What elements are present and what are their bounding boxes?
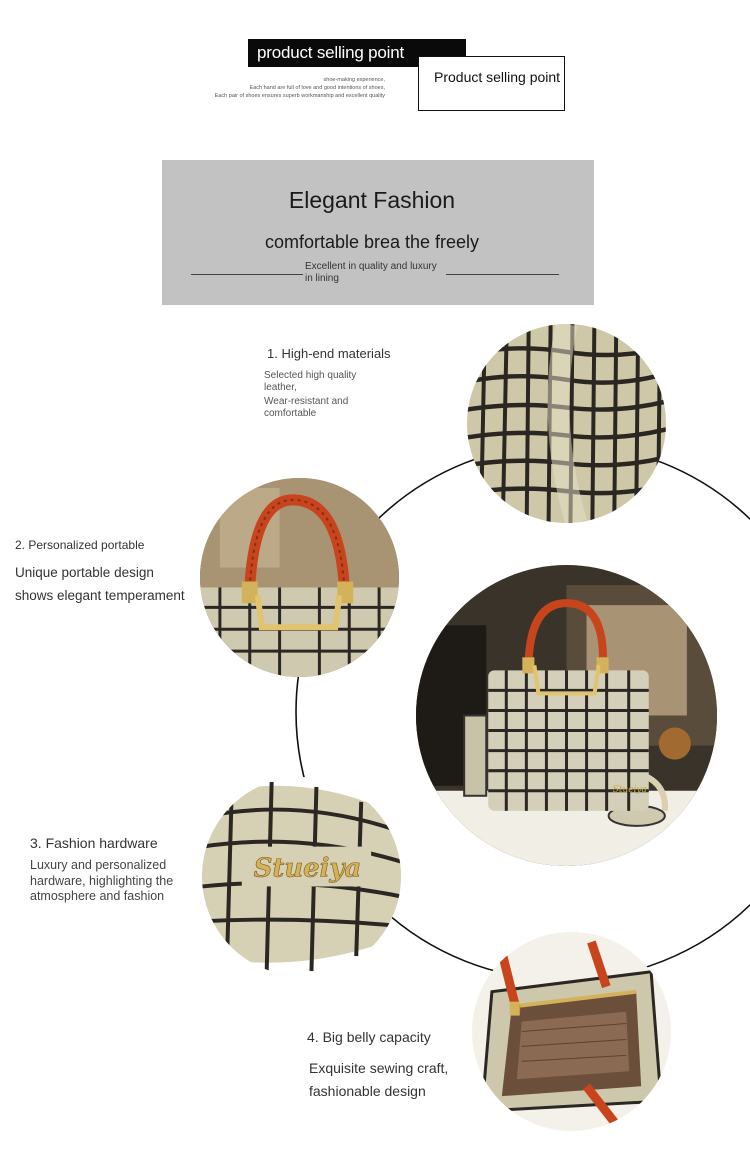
feature-1-heading: 1. High-end materials	[267, 346, 391, 361]
banner-title: Elegant Fashion	[288, 187, 456, 213]
feature-2-line-1: Unique portable design	[15, 565, 154, 580]
feature-2-heading: 2. Personalized portable	[15, 538, 145, 552]
feature-1-line-1: Selected high quality leather,	[264, 370, 357, 393]
leather-texture-image	[467, 324, 666, 523]
tiny-caption-line-1: shoe-making experience,	[323, 77, 385, 83]
bag-logo-text: Stueiya	[612, 784, 647, 795]
feature-4-heading: 4. Big belly capacity	[307, 1029, 431, 1045]
tiny-caption-line-3: Each pair of shoes ensures superb workmanship and excellent quality	[214, 93, 385, 99]
banner-subtitle: comfortable brea the freely	[264, 232, 480, 252]
tiny-caption-line-2: Each hand are full of love and good intentions of shoes,	[249, 85, 385, 91]
interior-capacity-image	[472, 932, 671, 1131]
selling-point-box-label: Product selling point	[434, 69, 561, 85]
feature-4-line-1: Exquisite sewing craft,	[309, 1060, 449, 1076]
bag-product-image	[416, 565, 717, 866]
handle-detail-image	[200, 478, 399, 677]
feature-1-line-2: Wear-resistant and comfortable	[264, 396, 349, 419]
feature-3-description: Luxury and personalized hardware, highlighting the atmosphere and fashion	[30, 858, 174, 903]
selling-point-title: product selling point	[257, 43, 405, 62]
feature-4-line-2: fashionable design	[309, 1083, 426, 1099]
hardware-logo-image	[202, 777, 401, 976]
hardware-logo-text: Stueiya	[253, 853, 362, 884]
feature-2-line-2: shows elegant temperament	[15, 588, 185, 603]
banner-small-text: Excellent in quality and luxury in lining	[305, 261, 437, 284]
feature-3-heading: 3. Fashion hardware	[30, 835, 158, 851]
